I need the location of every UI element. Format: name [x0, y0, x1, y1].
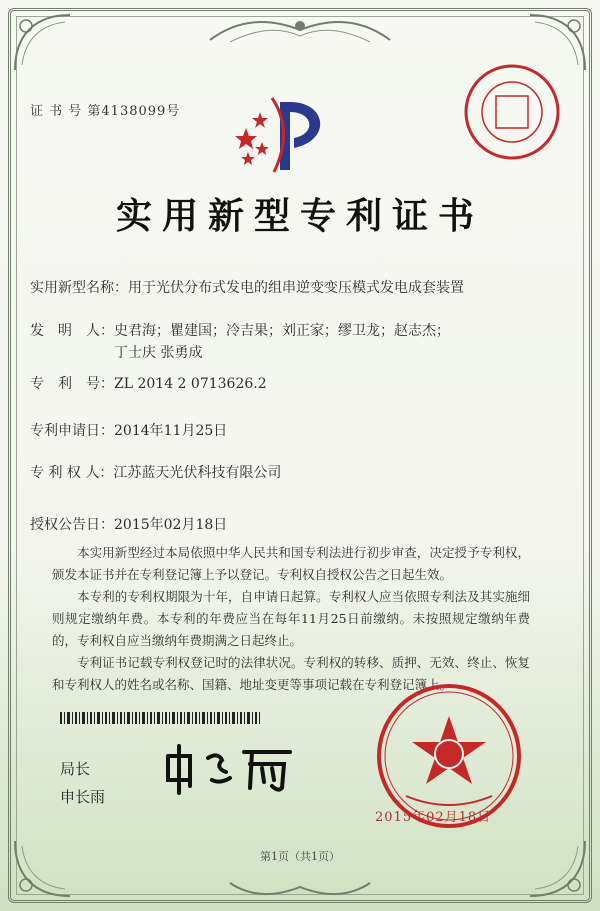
page-footer: 第1页（共1页）	[260, 850, 340, 863]
body-paragraph: 专利证书记载专利权登记时的法律状况。专利权的转移、质押、无效、终止、恢复和专利权人的姓名或名称、国籍、地址变更等事项记载在专利登记簿上。	[52, 655, 530, 692]
corner-ornament-icon	[10, 10, 80, 80]
application-date-row	[30, 420, 227, 440]
field-value: 用于光伏分布式发电的组串逆变变压模式发电成套装置	[128, 280, 464, 296]
signature-icon	[160, 738, 300, 798]
certificate-body	[52, 542, 530, 696]
patent-number-row	[30, 373, 267, 393]
certificate-title: 实用新型专利证书	[115, 195, 484, 237]
grant-date-row	[30, 514, 227, 534]
field-value: ZL 2014 2 0713626.2	[114, 376, 267, 392]
seal-date: 2015年02月18日	[375, 810, 492, 825]
corner-ornament-icon	[10, 831, 80, 901]
body-paragraph: 本实用新型经过本局依照中华人民共和国专利法进行初步审查，决定授予专利权，颁发本证书并在专利登记簿上予以登记。专利权自授权公告之日起生效。	[52, 545, 530, 582]
director-title: 局长	[60, 760, 91, 778]
director-name: 申长雨	[60, 788, 106, 806]
corner-ornament-icon	[520, 831, 590, 901]
tax-stamp-icon	[462, 62, 562, 162]
field-label: 实用新型名称：	[30, 280, 128, 296]
field-label: 专 利 权 人：	[30, 465, 114, 481]
field-label: 专利申请日：	[30, 423, 114, 439]
utility-model-name-row	[30, 277, 464, 297]
bottom-ornament-icon	[220, 873, 380, 903]
field-value: 史君海；瞿建国；冷吉果；刘正家；缪卫龙；赵志杰；丁士庆 张勇成	[114, 323, 450, 361]
inventor-row	[30, 320, 470, 364]
sipo-logo-icon	[232, 90, 342, 176]
top-ornament-icon	[200, 10, 400, 50]
patentee-row	[30, 462, 281, 482]
field-value: 江苏蓝天光伏科技有限公司	[113, 465, 282, 481]
field-value: 2014年11月25日	[114, 423, 228, 439]
field-label: 授权公告日：	[30, 517, 114, 533]
field-label: 专 利 号：	[30, 376, 114, 392]
barcode-icon	[60, 712, 260, 724]
body-paragraph: 本专利的专利权期限为十年，自申请日起算。专利权人应当依照专利法及其实施细则规定缴纳年费。本专利的年费应当在每年11月25日前缴纳。未按照规定缴纳年费的，专利权自应当缴纳年费期满之日起终止。	[52, 589, 530, 648]
field-label: 发 明 人：	[30, 323, 114, 339]
field-value: 2015年02月18日	[114, 517, 228, 533]
certificate-number: 证 书 号 第4138099号	[30, 104, 181, 119]
